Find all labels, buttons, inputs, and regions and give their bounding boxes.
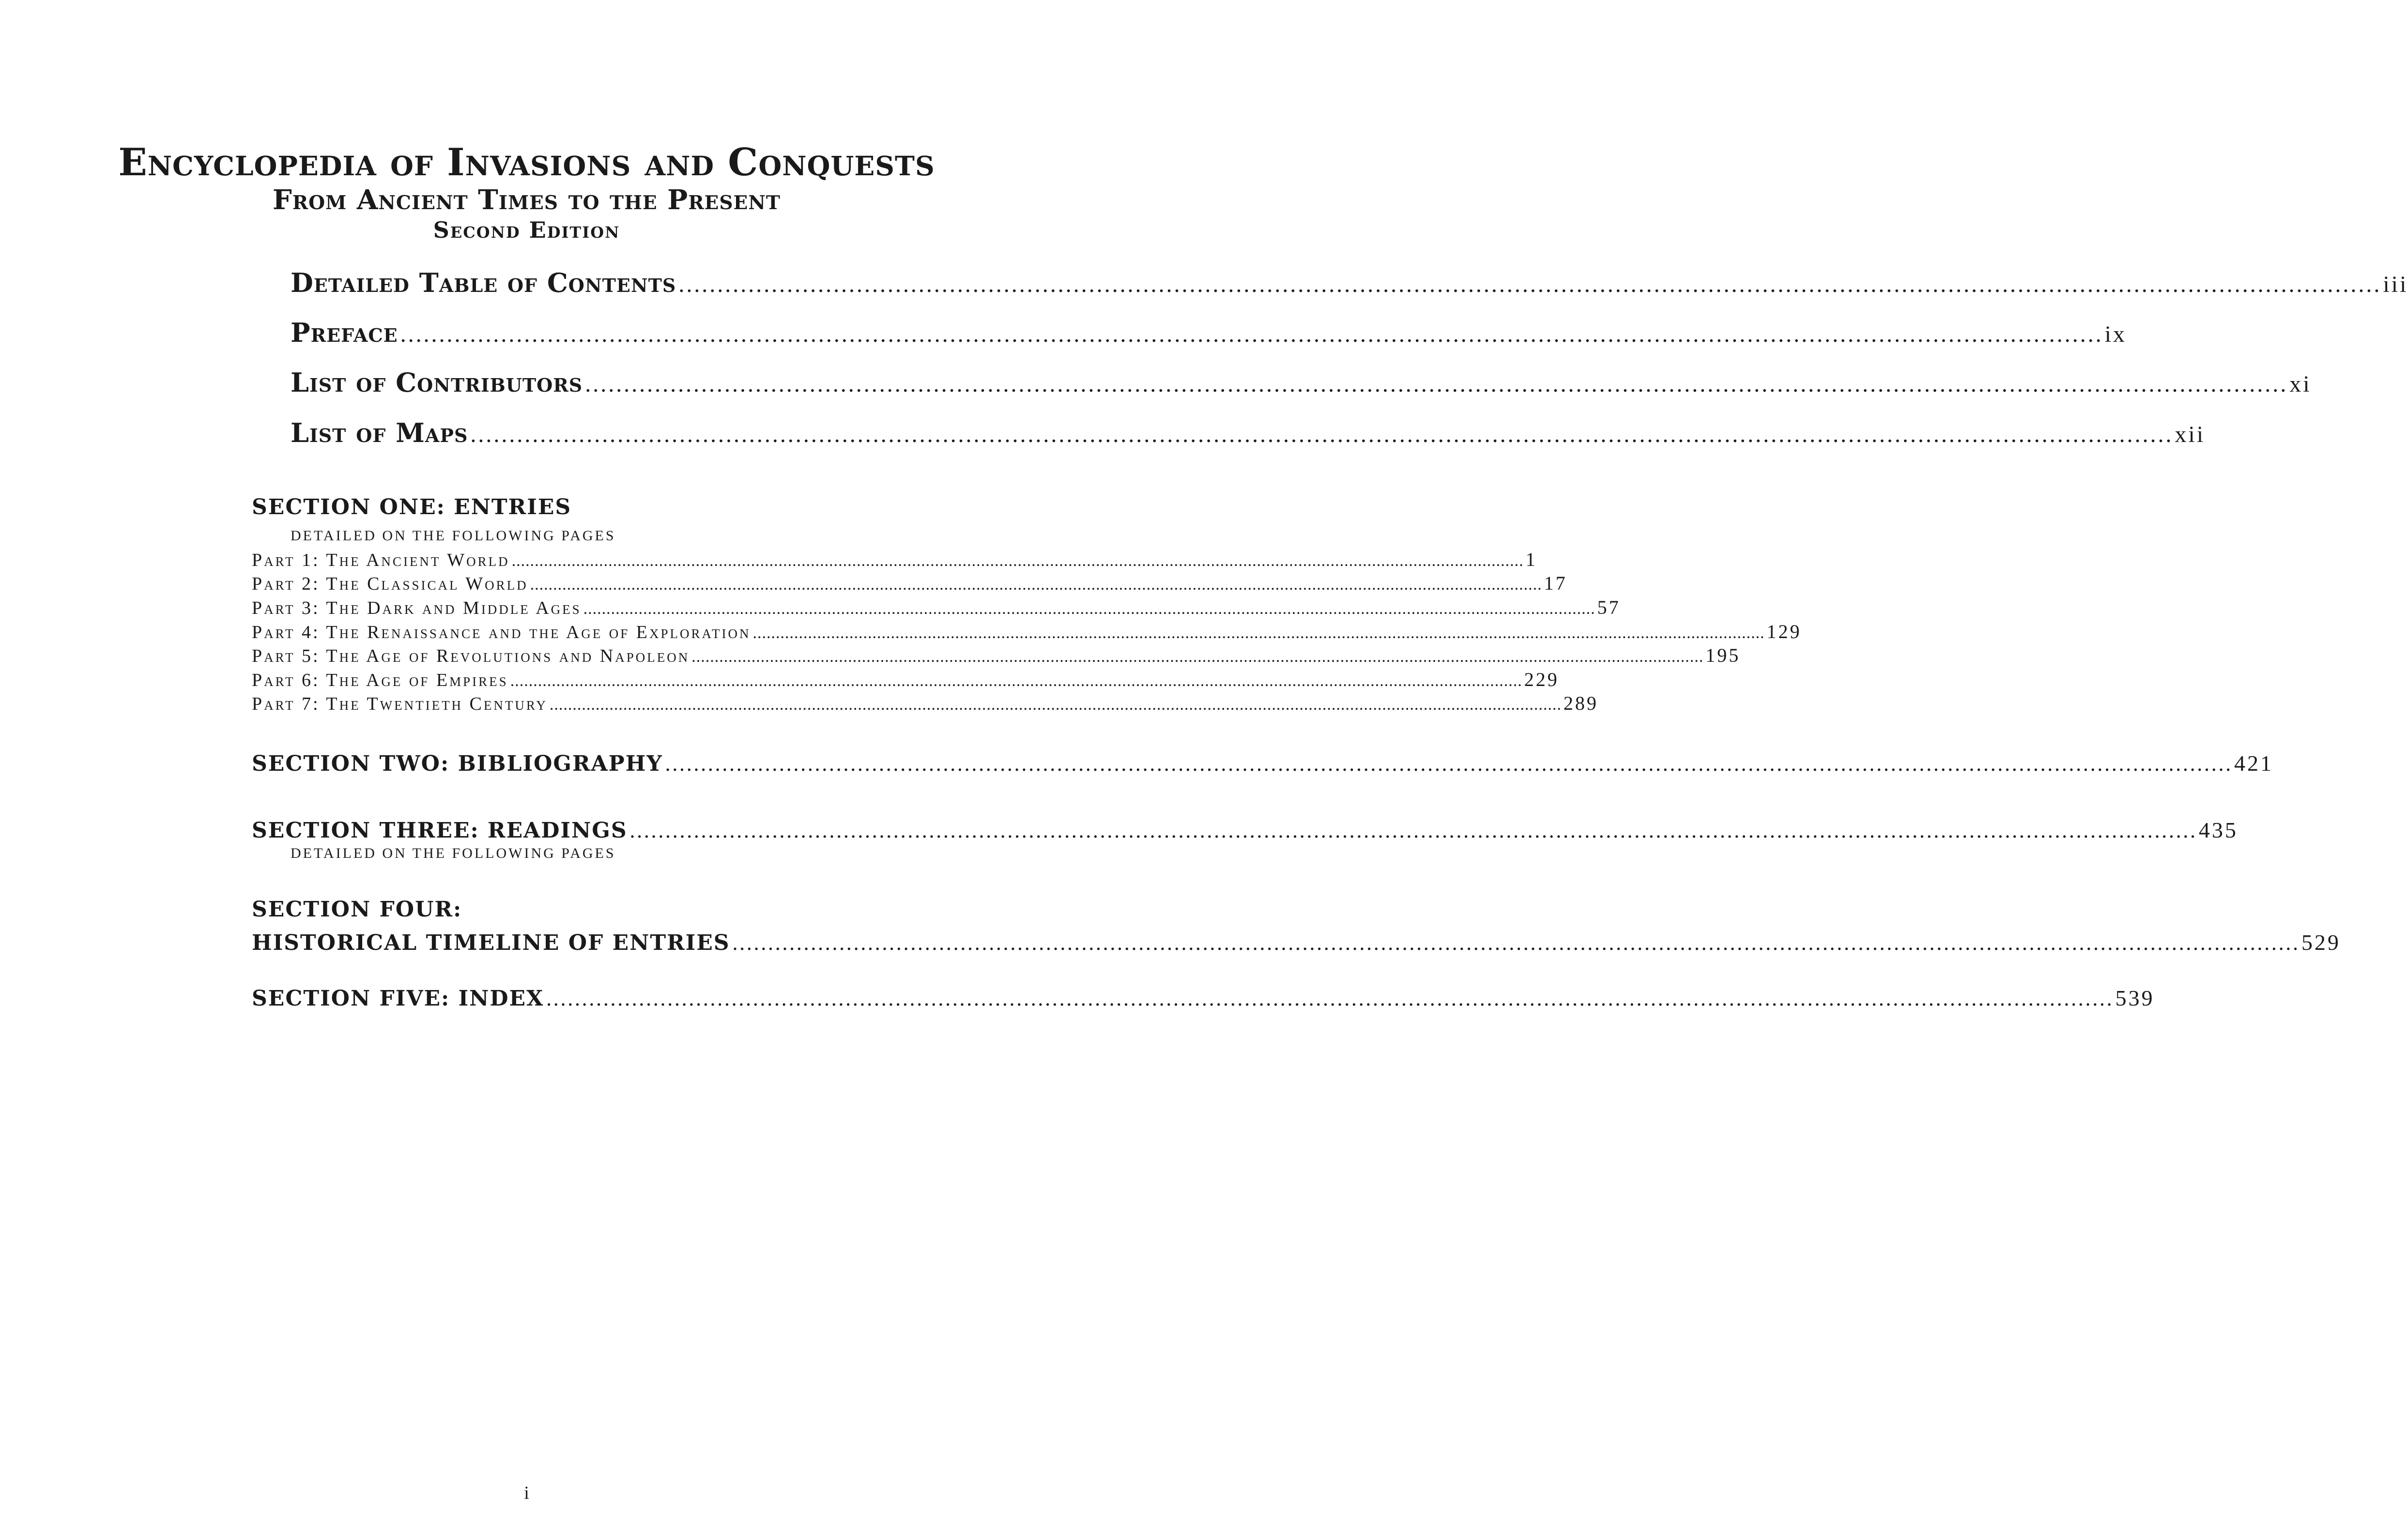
dot-leader: ............................................................................................................................................................................................................................ [678,273,2381,297]
section-page: 529 [2301,930,2341,955]
dot-leader: ............................................................................................................................................................................................................................ [732,932,2300,955]
toc-part-6[interactable] [252,668,1559,691]
toc-entry-label: Preface [291,317,398,348]
main-title: Encyclopedia of Invasions and Conquests [118,140,935,184]
section-three-note: DETAILED ON THE FOLLOWING PAGES [291,845,616,861]
section-one-note: DETAILED ON THE FOLLOWING PAGES [291,528,616,544]
toc-part-7[interactable] [252,692,1598,715]
toc-entry-page: xii [2175,422,2206,447]
part-page: 1 [1525,549,1537,570]
toc-entry-maps[interactable] [291,417,2206,448]
dot-leader: ............................................................................................................................................................................................................................ [530,576,1542,594]
edition: Second Edition [433,217,620,243]
toc-entry-label: Detailed Table of Contents [291,267,676,298]
section-label: SECTION THREE: READINGS [252,818,628,843]
section-page: 421 [2234,751,2273,776]
part-label: Part 7: The Twentieth Century [252,694,548,714]
toc-entry-label: List of Contributors [291,367,583,398]
toc-part-3[interactable] [252,596,1621,619]
toc-part-1[interactable] [252,548,1537,571]
toc-entry-page: iii [2383,272,2408,297]
toc-section-four[interactable] [252,930,2341,955]
toc-part-5[interactable] [252,644,1741,667]
part-label: Part 4: The Renaissance and the Age of Exploration [252,622,751,642]
toc-entry-label: List of Maps [291,417,468,448]
dot-leader: ............................................................................................................................................................................................................................ [752,624,1765,642]
dot-leader: ............................................................................................................................................................................................................................ [664,753,2232,776]
page-number: i [524,1483,529,1503]
dot-leader: ............................................................................................................................................................................................................................ [511,552,1524,570]
toc-part-2[interactable] [252,572,1567,595]
toc-entry-page: ix [2104,321,2127,347]
part-page: 229 [1524,669,1559,690]
part-page: 57 [1597,596,1621,618]
toc-entry-page: xi [2289,371,2312,397]
section-label: HISTORICAL TIMELINE OF ENTRIES [252,930,730,955]
part-page: 289 [1563,692,1598,714]
part-page: 17 [1544,572,1567,594]
toc-section-three[interactable] [252,817,2238,843]
part-label: Part 1: The Ancient World [252,550,510,570]
part-label: Part 3: The Dark and Middle Ages [252,598,582,618]
part-label: Part 6: The Age of Empires [252,670,508,690]
toc-entry-preface[interactable] [291,317,2127,348]
dot-leader: ............................................................................................................................................................................................................................ [399,322,2103,347]
part-page: 195 [1705,644,1741,666]
toc-part-4[interactable] [252,620,1802,643]
dot-leader: ............................................................................................................................................................................................................................ [691,648,1704,666]
dot-leader: ............................................................................................................................................................................................................................ [510,672,1522,690]
part-page: 129 [1766,621,1802,642]
dot-leader: ............................................................................................................................................................................................................................ [629,820,2197,842]
section-label: SECTION TWO: BIBLIOGRAPHY [252,751,663,776]
toc-entry-contributors[interactable] [291,367,2312,398]
toc-section-two[interactable] [252,750,2273,776]
dot-leader: ............................................................................................................................................................................................................................ [549,696,1562,714]
toc-entry-detailed-contents[interactable] [291,267,2408,298]
section-one-heading: SECTION ONE: ENTRIES [252,495,572,519]
section-four-heading: SECTION FOUR: [252,897,462,922]
part-label: Part 2: The Classical World [252,574,528,594]
section-page: 539 [2115,986,2155,1010]
section-page: 435 [2198,818,2238,842]
dot-leader: ............................................................................................................................................................................................................................ [546,988,2114,1010]
dot-leader: ............................................................................................................................................................................................................................ [583,600,1595,618]
toc-section-five[interactable] [252,985,2155,1011]
subtitle: From Ancient Times to the Present [273,184,781,216]
part-label: Part 5: The Age of Revolutions and Napoleon [252,646,690,666]
section-label: SECTION FIVE: INDEX [252,986,544,1011]
dot-leader: ............................................................................................................................................................................................................................ [584,372,2288,397]
dot-leader: ............................................................................................................................................................................................................................ [470,423,2173,447]
